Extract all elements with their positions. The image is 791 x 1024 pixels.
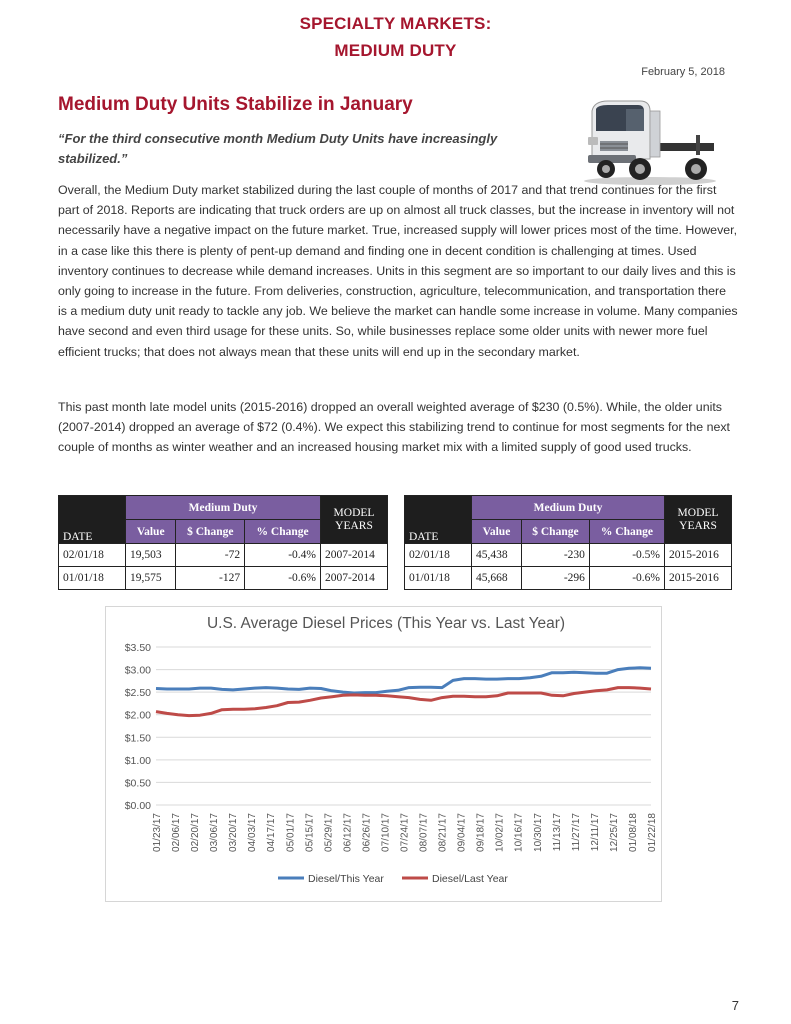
- row-change: -296: [521, 567, 589, 590]
- row-date: 01/01/18: [405, 567, 472, 590]
- x-tick-label: 12/25/17: [608, 813, 620, 852]
- table-row: [59, 544, 388, 567]
- row-pct: -0.6%: [245, 567, 321, 590]
- article-title: Medium Duty Units Stabilize in January: [58, 94, 413, 115]
- x-tick-label: 06/12/17: [342, 813, 354, 852]
- x-tick-label: 08/07/17: [418, 813, 430, 852]
- row-value: 45,438: [472, 544, 522, 567]
- row-pct: -0.4%: [245, 544, 321, 567]
- pct-change-header: % Change: [589, 520, 664, 544]
- x-tick-label: 11/27/17: [570, 813, 582, 852]
- x-tick-label: 06/26/17: [361, 813, 373, 852]
- section-title-line1: SPECIALTY MARKETS:: [299, 14, 492, 33]
- row-years: 2007-2014: [321, 544, 388, 567]
- article-paragraph-2: This past month late model units (2015-2016) dropped an overall weighted average of $230 (0.5%). While, the older units (2007-2014) dropped an average of $72 (0.4%). We expect this stabilizing trend to continue for most segments for the next couple of months as winter weather and an increased housing market mix with a limited supply of good used trucks.: [58, 400, 731, 455]
- legend-label: Diesel/Last Year: [432, 873, 508, 885]
- x-tick-label: 03/20/17: [228, 813, 240, 852]
- y-tick-label: $1.00: [124, 754, 151, 767]
- article-quote: “For the third consecutive month Medium Duty Units have increasingly stabilized.”: [58, 131, 498, 166]
- pct-change-header: % Change: [245, 520, 321, 544]
- report-date: February 5, 2018: [641, 66, 725, 78]
- row-years: 2015-2016: [665, 544, 732, 567]
- model-years-header: MODEL YEARS: [665, 496, 732, 544]
- x-tick-label: 03/06/17: [209, 813, 221, 852]
- x-tick-label: 08/21/17: [437, 813, 449, 852]
- y-tick-label: $3.50: [124, 642, 151, 654]
- y-tick-label: $2.50: [124, 687, 151, 700]
- chart-title: U.S. Average Diesel Prices (This Year vs. Last Year): [206, 615, 566, 632]
- model-years-header: MODEL YEARS: [321, 496, 388, 544]
- row-change: -230: [521, 544, 589, 567]
- x-tick-label: 07/24/17: [399, 813, 411, 852]
- y-tick-label: $0.50: [124, 777, 151, 790]
- medium-duty-table-older: [58, 495, 388, 590]
- date-header: DATE: [59, 496, 126, 544]
- x-tick-label: 09/18/17: [475, 813, 487, 852]
- x-tick-label: 04/17/17: [266, 813, 278, 852]
- x-tick-label: 10/16/17: [513, 813, 525, 852]
- y-tick-label: $3.00: [124, 664, 151, 677]
- table-row: [59, 567, 388, 590]
- x-tick-label: 10/02/17: [494, 813, 506, 852]
- y-tick-label: $1.50: [124, 732, 151, 745]
- y-tick-label: $2.00: [124, 709, 151, 722]
- truck-image: [578, 97, 718, 192]
- date-header: DATE: [405, 496, 472, 544]
- change-header: $ Change: [176, 520, 245, 544]
- row-date: 02/01/18: [59, 544, 126, 567]
- x-tick-label: 02/20/17: [190, 813, 202, 852]
- x-tick-label: 07/10/17: [380, 813, 392, 852]
- row-years: 2007-2014: [321, 567, 388, 590]
- row-value: 19,503: [126, 544, 176, 567]
- value-header: Value: [472, 520, 522, 544]
- diesel-price-chart: [105, 606, 662, 902]
- row-value: 19,575: [126, 567, 176, 590]
- series-line: [156, 668, 651, 693]
- table-row: [405, 544, 732, 567]
- medium-duty-table-late-model: [404, 495, 732, 590]
- row-pct: -0.5%: [589, 544, 664, 567]
- chart-canvas: [106, 607, 661, 901]
- legend-label: Diesel/This Year: [308, 873, 384, 885]
- x-tick-label: 01/23/17: [152, 813, 163, 852]
- x-tick-label: 05/01/17: [285, 813, 297, 852]
- x-tick-label: 04/03/17: [247, 813, 259, 852]
- value-header: Value: [126, 520, 176, 544]
- x-tick-label: 12/11/17: [589, 813, 601, 852]
- row-years: 2015-2016: [665, 567, 732, 590]
- change-header: $ Change: [521, 520, 589, 544]
- row-date: 01/01/18: [59, 567, 126, 590]
- page-number: 7: [731, 998, 739, 1013]
- group-header: Medium Duty: [126, 496, 321, 520]
- x-tick-label: 05/15/17: [304, 813, 316, 852]
- y-tick-label: $0.00: [124, 800, 151, 812]
- row-pct: -0.6%: [589, 567, 664, 590]
- x-tick-label: 01/22/18: [647, 813, 658, 852]
- section-title-line2: MEDIUM DUTY: [334, 41, 457, 60]
- group-header: Medium Duty: [472, 496, 665, 520]
- article-paragraph-1: Overall, the Medium Duty market stabilized during the last couple of months of 2017 and that trend continues for the first part of 2018. Reports are indicating that truck orders are up on almost all truck classes, but the increase in inventory will not necessarily have a negative impact on the future market. True, increased supply will lower prices most of the time. However, in a case like this there is plenty of pent-up demand and finding one in decent condition is challenging at times. Used inventory continues to decrease while demand increases. Units in this segment are so important to our daily lives and this is only going to increase in the future. From deliveries, construction, agriculture, telecommunication, and transportation there is a medium duty unit ready to tackle any job. We believe the market can handle some increase in volume. Many companies have second and even third usage for these units. So, while businesses replace some older units with newer more fuel efficient trucks; that does not always mean that these units will end up in the secondary market.: [58, 183, 738, 359]
- row-change: -127: [176, 567, 245, 590]
- x-tick-label: 01/08/18: [627, 813, 639, 852]
- row-value: 45,668: [472, 567, 522, 590]
- row-change: -72: [176, 544, 245, 567]
- x-tick-label: 10/30/17: [532, 813, 544, 852]
- table-row: [405, 567, 732, 590]
- x-tick-label: 05/29/17: [323, 813, 335, 852]
- row-date: 02/01/18: [405, 544, 472, 567]
- x-tick-label: 02/06/17: [171, 813, 183, 852]
- x-tick-label: 09/04/17: [456, 813, 468, 852]
- x-tick-label: 11/13/17: [551, 813, 563, 852]
